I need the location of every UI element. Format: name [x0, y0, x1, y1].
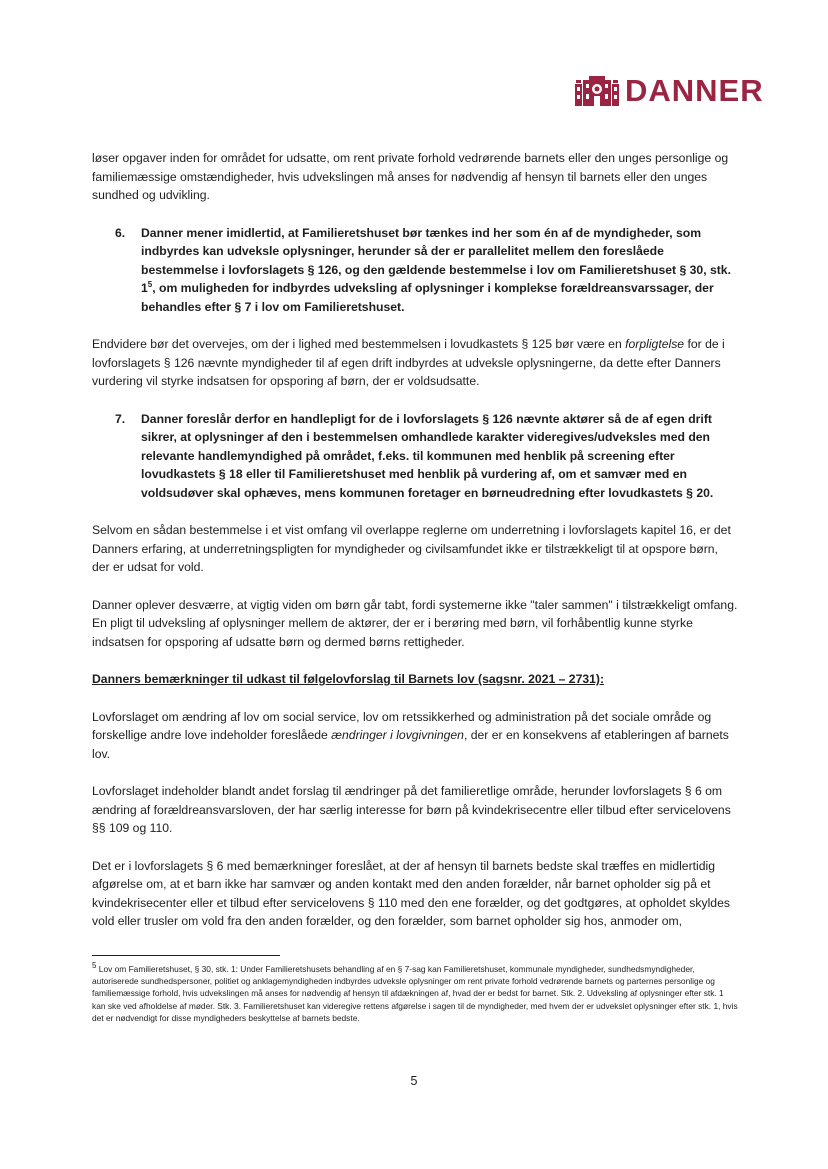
item-text: Danner foreslår derfor en handlepligt for de i lovforslagets § 126 nævnte aktører så de af egen drift sikrer, at oplysninger af den i bestemmelsen omhandlede karakter videregives/udveksles med den relevante handlemyndighed på området, f.eks. til kommunen med henblik på screening efter lovudkastets § 18 eller til Familieretshuset med henblik på vurdering af, om et samvær med en voldsudøver skal ophæves, mens kommunen foretager en børneudredning efter lovudkastets § 20.: [141, 411, 714, 500]
item-text: Danner mener imidlertid, at Familieretshuset bør tænkes ind her som én af de myndigheder, som indbyrdes kan udveksle oplysninger, herunder så der er parallelitet mellem den foreslåede bestemmelse i lovforslagets § 126, og den gældende bestemmelse i lov om Familieretshuset § 30, stk. $1^5$, om muligheden for indbyrdes udveksling af oplysninger i komplekse forældreansvarssager, der behandles efter § 7 i lov om Familieretshuset.: [141, 225, 731, 314]
item-number: 7.: [115, 411, 126, 426]
paragraph-1: løser opgaver inden for området for udsatte, om rent private forhold vedrørende barnets eller den unges personlige og familiemæssige omstændigheder, hvis udvekslingen må anses for nødvendig af hensyn til barnets eller den unges sundhed og udvikling.: [92, 151, 729, 202]
numbered-item-7: [115, 410, 738, 503]
paragraph-5: Lovforslaget om ændring af lov om social service, lov om retssikkerhed og administration på det sociale område og forskellige andre love indeholder foreslåede ændringer i lovgivningen, der er en konsekvens af etableringen af barnets lov.: [92, 709, 729, 761]
footnote-divider: [92, 955, 280, 956]
paragraph-4: Danner oplever desværre, at vigtig viden om børn går tabt, fordi systemerne ikke "taler sammen" i tilstrækkeligt omfang. En pligt til udveksling af oplysninger mellem de aktører, der er i berøring med børn, vil forhåbentlig kunne styrke indsatsen for opsporing af udsatte børn og dermed børns rettigheder.: [92, 597, 738, 649]
numbered-item-6: [115, 224, 738, 317]
logo-wordmark: DANNER: [625, 72, 764, 108]
footnote-text: Lov om Familieretshuset, § 30, stk. 1: Under Familieretshusets behandling af en § 7-sag kan Familieretshuset, kommunale myndigheder, sundhedsmyndigheder, autoriserede sundhedspersoner, politiet og anklagemyndigheden indbyrdes udveksle oplysninger om rent private forhold vedrørende barnets og parternes personlige og familiemæssige forhold, hvis udvekslingen må anses for nødvendig af hensyn til afdækningen af, hvad der er bedst for barnet. Stk. 2. Udveksling af oplysninger efter stk. 1 kan ske ved afholdelse af møder. Stk. 3. Familieretshuset kan videregive rettens afgørelse i sagen til de myndigheder, med hvem der er udvekslet oplysninger efter stk. 1, hvis det er nødvendigt for disse myndigheders beskyttelse af barnets bedste.: [92, 964, 738, 1023]
footnote: [92, 963, 738, 1024]
paragraph-6: Lovforslaget indeholder blandt andet forslag til ændringer på det familieretlige område, herunder lovforslagets § 6 om ændring af forældreansvarsloven, der har særlig interesse for børn på kvindekrisecentre eller tilbud efter servicelovens §§ 109 og 110.: [92, 784, 731, 835]
paragraph-2: Endvidere bør det overvejes, om der i lighed med bestemmelsen i lovudkastets § 125 bør være en forpligtelse for de i lovforslagets § 126 nævnte myndigheder til af egen drift indbyrdes at udveksle oplysningerne, da dette efter Danners vurdering vil styrke indsatsen for opsporing af børn, der er voldsudsatte.: [92, 337, 725, 388]
danner-logo: [575, 74, 764, 106]
emphasis-text: ændringer i lovgivningen: [331, 728, 464, 742]
document-body: [92, 149, 738, 931]
footnote-reference[interactable]: 5: [147, 279, 153, 289]
section-heading: Danners bemærkninger til udkast til følgelovforslag til Barnets lov (sagsnr. 2021 – 2731):: [92, 672, 605, 686]
footnote-marker: 5: [92, 961, 97, 971]
item-number: 6.: [115, 225, 126, 240]
building-icon: [575, 74, 619, 106]
paragraph-7: Det er i lovforslagets § 6 med bemærkninger foreslået, at der af hensyn til barnets bedste skal træffes en midlertidig afgørelse om, at et barn ikke har samvær og anden kontakt med den anden forælder, når barnet opholder sig på et kvindekrisecenter eller et tilbud efter servicelovens § 110 med den ene forælder, og det godtgøres, at opholdet skyldes vold eller trusler om vold fra den anden forælder, og den forælder, som barnet opholder sig hos, anmoder om,: [92, 858, 730, 928]
paragraph-3: Selvom en sådan bestemmelse i et vist omfang vil overlappe reglerne om underretning i lovforslagets kapitel 16, er det Danners erfaring, at underretningspligten for myndigheder og civilsamfundet ikke er tilstrækkeligt til at opspore børn, der er udsat for vold.: [92, 523, 731, 574]
page-number: 5: [410, 1074, 418, 1088]
emphasis-text: forpligtelse: [625, 337, 685, 351]
